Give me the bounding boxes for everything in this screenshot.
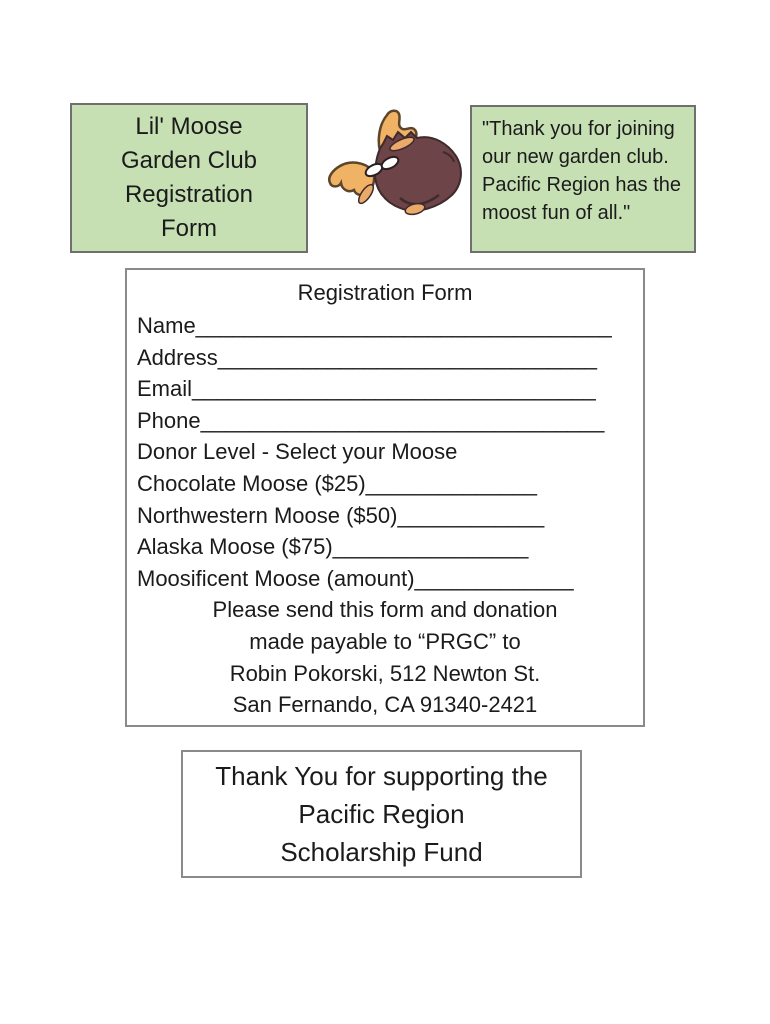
field-address[interactable]: Address_______________________________ <box>137 344 598 370</box>
thank-you-box <box>181 750 582 878</box>
field-email[interactable]: Email_________________________________ <box>137 376 596 402</box>
club-title-line: Garden Club <box>120 147 258 174</box>
field-alaska-moose[interactable]: Alaska Moose ($75)________________ <box>137 534 529 560</box>
quote-line: Pacific Region has the <box>482 174 682 196</box>
quote-line: our new garden club. <box>482 146 669 168</box>
field-name[interactable]: Name__________________________________ <box>137 313 612 338</box>
club-title-line: Lil' Moose <box>135 113 243 140</box>
mailing-address-line: Robin Pokorski, 512 Newton St. <box>229 660 541 686</box>
quote-line: moost fun of all." <box>482 202 631 224</box>
thank-you-line: Thank You for supporting the <box>215 761 548 791</box>
club-title-box <box>70 103 308 253</box>
thank-you-line: Scholarship Fund <box>280 837 483 867</box>
field-northwestern-moose[interactable]: Northwestern Moose ($50)____________ <box>137 502 545 528</box>
club-title-line: Form <box>161 215 217 242</box>
mailing-instruction-line: made payable to “PRGC” to <box>249 628 521 654</box>
welcome-quote-box <box>470 105 696 253</box>
quote-line: "Thank you for joining <box>482 118 675 140</box>
donor-level-heading: Donor Level - Select your Moose <box>137 439 458 465</box>
form-title: Registration Form <box>297 280 473 305</box>
field-chocolate-moose[interactable]: Chocolate Moose ($25)______________ <box>137 470 537 496</box>
field-phone[interactable]: Phone_________________________________ <box>137 407 605 433</box>
registration-form-box <box>125 268 645 727</box>
moose-icon <box>326 102 466 230</box>
mailing-address-line: San Fernando, CA 91340-2421 <box>232 692 538 718</box>
club-title-line: Registration <box>124 181 254 208</box>
mailing-instruction-line: Please send this form and donation <box>212 597 558 623</box>
thank-you-line: Pacific Region <box>298 799 465 829</box>
field-moosificent-moose[interactable]: Moosificent Moose (amount)_____________ <box>137 565 574 591</box>
